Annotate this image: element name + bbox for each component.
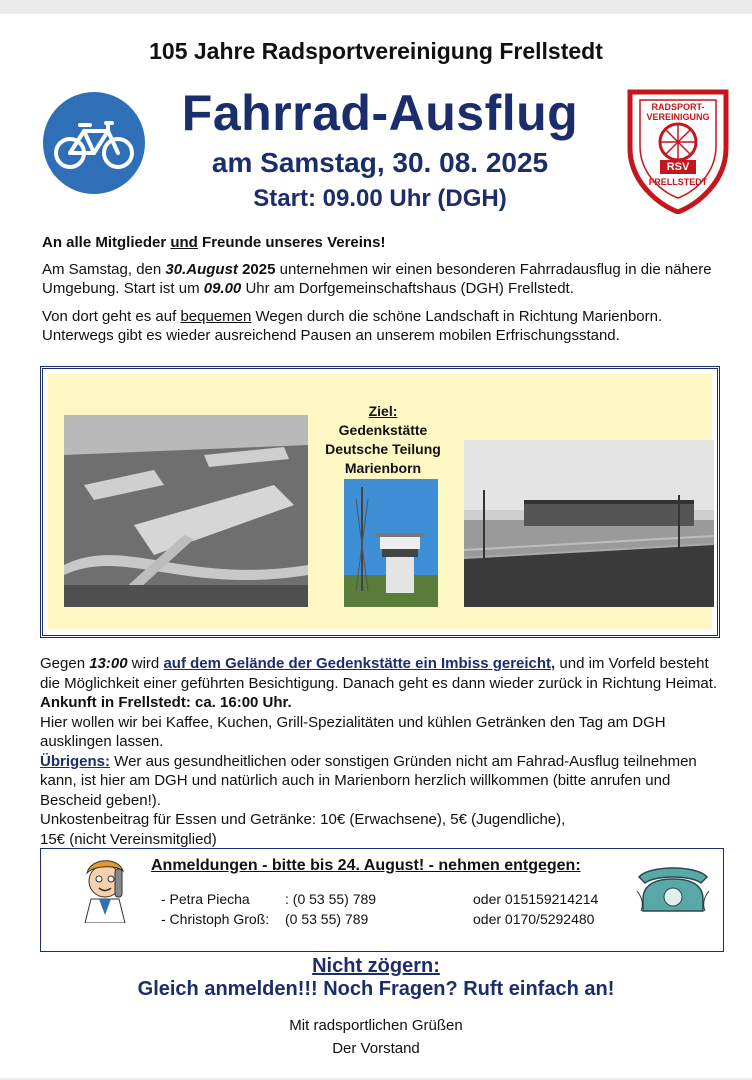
contact-1-name: - Petra Piecha <box>161 891 250 907</box>
closing-signature: Der Vorstand <box>332 1040 420 1057</box>
destination-box-background <box>48 374 712 630</box>
flyer-page <box>0 14 752 1078</box>
cta-heading: Nicht zögern: <box>312 955 440 977</box>
logo-badge-text: RSV <box>666 161 690 173</box>
screen-top-bar <box>0 0 752 14</box>
logo-arc-text: RADSPORT-VEREINIGUNG <box>646 102 710 122</box>
intro-paragraph-1: Am Samstag, den 30.August 2025 unternehmen wir einen besonderen Fahrradausflug in die nähere Umgebung. Start ist um 09.00 Uhr am Dorfgemeinschaftshaus (DGH) Frellstedt. <box>42 261 712 297</box>
closing-greeting: Mit radsportlichen Grüßen <box>289 1017 463 1034</box>
contact-1-mobile: oder 015159214214 <box>473 891 599 907</box>
destination-line-3: Marienborn <box>344 460 422 476</box>
destination-heading: Ziel: <box>368 403 398 419</box>
destination-line-2: Deutsche Teilung <box>325 441 441 457</box>
registration-title: Anmeldungen - bitte bis 24. August! - nehmen entgegen: <box>151 857 581 874</box>
rsv-club-logo <box>626 86 730 214</box>
watchtower-photo <box>344 479 438 607</box>
club-title: 105 Jahre Radsportvereinigung Frellstedt <box>149 38 603 64</box>
contact-2-mobile: oder 0170/5292480 <box>473 911 595 927</box>
destination-line-1: Gedenkstätte <box>338 422 428 438</box>
destination-box <box>40 366 720 638</box>
logo-bottom-text: FRELLSTEDT <box>648 177 708 187</box>
main-title: Fahrrad-Ausflug <box>181 85 579 141</box>
contact-2-name: - Christoph Groß: <box>161 911 270 927</box>
contact-2-phone: (0 53 55) 789 <box>285 911 369 927</box>
aerial-memorial-photo <box>64 415 308 607</box>
details-paragraph: Gegen 13:00 wird auf dem Gelände der Gedenkstätte ein Imbiss gereicht, und im Vorfeld besteht die Möglichkeit einer geführten Besichtigung. Danach geht es dann wieder zurück in Richtung Heimat. Ankunft in Frellstedt: ca. 16:00 Uhr. Hier wollen wir bei Kaffee, Kuchen, Grill-Spezialitäten und kühlen Getränken den Tag am DGH ausklingen lassen. Übrigens: Wer aus gesundheitlichen oder sonstigen Gründen nicht am Fahrad-Ausflug teilnehmen kann, ist hier am DGH und natürlich auch in Marienborn herzlich willkommen (bitte anrufen und Bescheid geben!). Unkostenbeitrag für Essen und Getränke: 10€ (Erwachsene), 5€ (Jugendliche), 15€ (nicht Vereinsmitglied) <box>40 655 718 848</box>
destination-label <box>318 402 448 478</box>
telephone-icon <box>635 861 711 917</box>
phone-person-icon <box>73 855 135 923</box>
greeting: An alle Mitglieder und Freunde unseres Vereins! <box>42 234 386 251</box>
contact-1-phone: : (0 53 55) 789 <box>285 891 377 907</box>
registration-box <box>40 848 724 952</box>
intro-paragraph-2: Von dort geht es auf bequemen Wegen durch die schöne Landschaft in Richtung Marienborn. Unterwegs gibt es wieder ausreichend Pausen an unserem mobilen Erfrischungsstand. <box>42 308 663 344</box>
bicycle-sign-icon <box>40 89 148 197</box>
cta-text: Gleich anmelden!!! Noch Fragen? Ruft einfach an! <box>137 978 615 1000</box>
start-time-line: Start: 09.00 Uhr (DGH) <box>253 185 507 212</box>
border-facility-photo <box>464 440 714 607</box>
date-line: am Samstag, 30. 08. 2025 <box>211 147 549 178</box>
